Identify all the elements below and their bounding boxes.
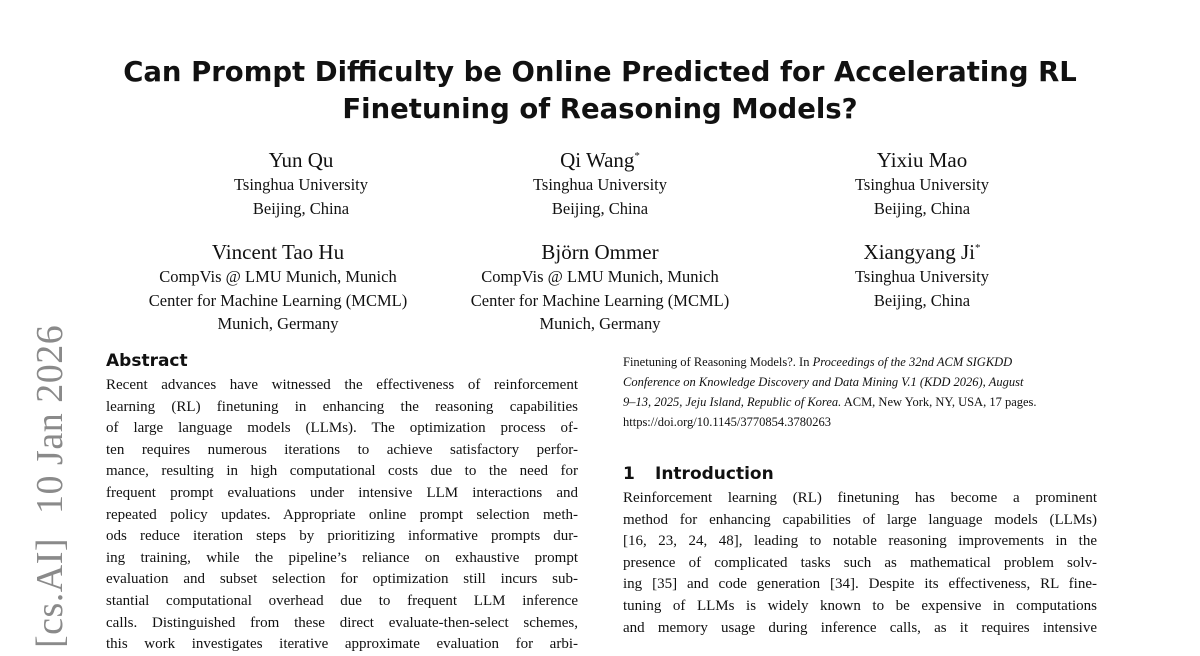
author-location: Munich, Germany <box>217 314 339 333</box>
author-block <box>757 239 1087 312</box>
abstract-line: Recent advances have witnessed the effectiveness of reinforcement <box>106 377 578 393</box>
arxiv-date: 10 Jan 2026 <box>29 324 71 514</box>
title-line: Finetuning of Reasoning Models? <box>342 93 858 125</box>
introduction-line: and memory usage during inference calls, as it requires intensive <box>623 619 1097 636</box>
reference-line: Finetuning of Reasoning Models?. In Proceedings of the 32nd ACM SIGKDD <box>623 355 1013 369</box>
abstract-line: calls. Distinguished from these direct evaluate-then-select schemes, <box>106 614 578 631</box>
abstract-line: mance, resulting in high computational costs due to the need for <box>106 463 578 480</box>
abstract-line: ods reduce iteration steps by prioritizing informative prompts dur- <box>106 528 578 545</box>
author-location: Beijing, China <box>873 290 971 310</box>
author-block <box>136 147 466 220</box>
author-location: Beijing, China <box>252 198 350 218</box>
author-affiliation: Tsinghua University <box>233 175 369 194</box>
acm-reference-format <box>623 352 1097 432</box>
abstract-heading: Abstract <box>106 351 188 371</box>
author-name: Xiangyang Ji* <box>863 240 981 264</box>
reference-line: Conference on Knowledge Discovery and Data Mining V.1 (KDD 2026), August <box>623 375 1024 389</box>
author-location: Munich, Germany <box>539 314 661 333</box>
abstract-line: ing training, while the pipeline’s reliance on exhaustive prompt <box>106 549 578 566</box>
author-affiliation: Tsinghua University <box>854 175 990 194</box>
introduction-line: presence of complicated tasks such as mathematical problem solv- <box>623 554 1097 571</box>
author-location: Beijing, China <box>551 198 649 218</box>
abstract-line: of large language models (LLMs). The optimization process of- <box>106 420 578 437</box>
abstract-line: evaluation and subset selection for optimization still incurs sub- <box>106 571 578 588</box>
introduction-line: ing [35] and code generation [34]. Despite its effectiveness, RL fine- <box>623 576 1097 593</box>
arxiv-stamp <box>28 325 72 648</box>
author-name: Qi Wang* <box>560 148 640 172</box>
title-line: Can Prompt Difficulty be Online Predicted for Accelerating RL <box>123 56 1077 88</box>
right-column <box>623 352 1097 639</box>
author-affiliation: Center for Machine Learning (MCML) <box>148 290 408 310</box>
abstract-line: frequent prompt evaluations under intensive LLM interactions and <box>106 484 578 501</box>
section-number: 1 <box>623 464 635 484</box>
reference-line: 9–13, 2025, Jeju Island, Republic of Korea. ACM, New York, NY, USA, 17 pages. <box>623 395 1037 409</box>
section-title: Introduction <box>655 464 774 484</box>
abstract-line: learning (RL) finetuning in enhancing the reasoning capabilities <box>106 398 578 415</box>
author-affiliation: Tsinghua University <box>532 175 668 194</box>
author-block <box>435 147 765 220</box>
abstract-line: ten requires numerous iterations to achieve satisfactory perfor- <box>106 441 578 458</box>
abstract-line: stantial computational overhead due to frequent LLM inference <box>106 592 578 609</box>
author-name: Vincent Tao Hu <box>211 240 345 264</box>
author-name: Yixiu Mao <box>876 148 968 172</box>
introduction-body <box>623 488 1097 639</box>
introduction-heading <box>623 463 1097 485</box>
doi-link[interactable]: https://doi.org/10.1145/3770854.3780263 <box>623 415 831 429</box>
introduction-line: [16, 23, 24, 48], leading to notable reasoning improvements in the <box>623 533 1097 550</box>
introduction-line: tuning of LLMs is widely known to be expensive in computations <box>623 597 1097 614</box>
author-block <box>113 239 443 336</box>
author-block <box>757 147 1087 220</box>
arxiv-category: [cs.AI] <box>29 537 71 648</box>
abstract-line: repeated policy updates. Appropriate online prompt selection meth- <box>106 506 578 523</box>
author-location: Beijing, China <box>873 198 971 218</box>
author-affiliation: CompVis @ LMU Munich, Munich <box>159 267 397 286</box>
abstract-line: this work investigates iterative approximate evaluation for arbi- <box>106 636 578 653</box>
author-affiliation: Tsinghua University <box>854 267 990 286</box>
abstract-body <box>106 375 578 656</box>
author-name: Björn Ommer <box>541 240 659 264</box>
author-affiliation: Center for Machine Learning (MCML) <box>470 290 730 310</box>
introduction-line: Reinforcement learning (RL) finetuning has become a prominent <box>623 490 1097 506</box>
author-name: Yun Qu <box>268 148 334 172</box>
paper-title <box>80 54 1120 128</box>
author-block <box>435 239 765 336</box>
abstract-section <box>106 350 578 656</box>
introduction-line: method for enhancing capabilities of large language models (LLMs) <box>623 511 1097 528</box>
author-affiliation: CompVis @ LMU Munich, Munich <box>481 267 719 286</box>
